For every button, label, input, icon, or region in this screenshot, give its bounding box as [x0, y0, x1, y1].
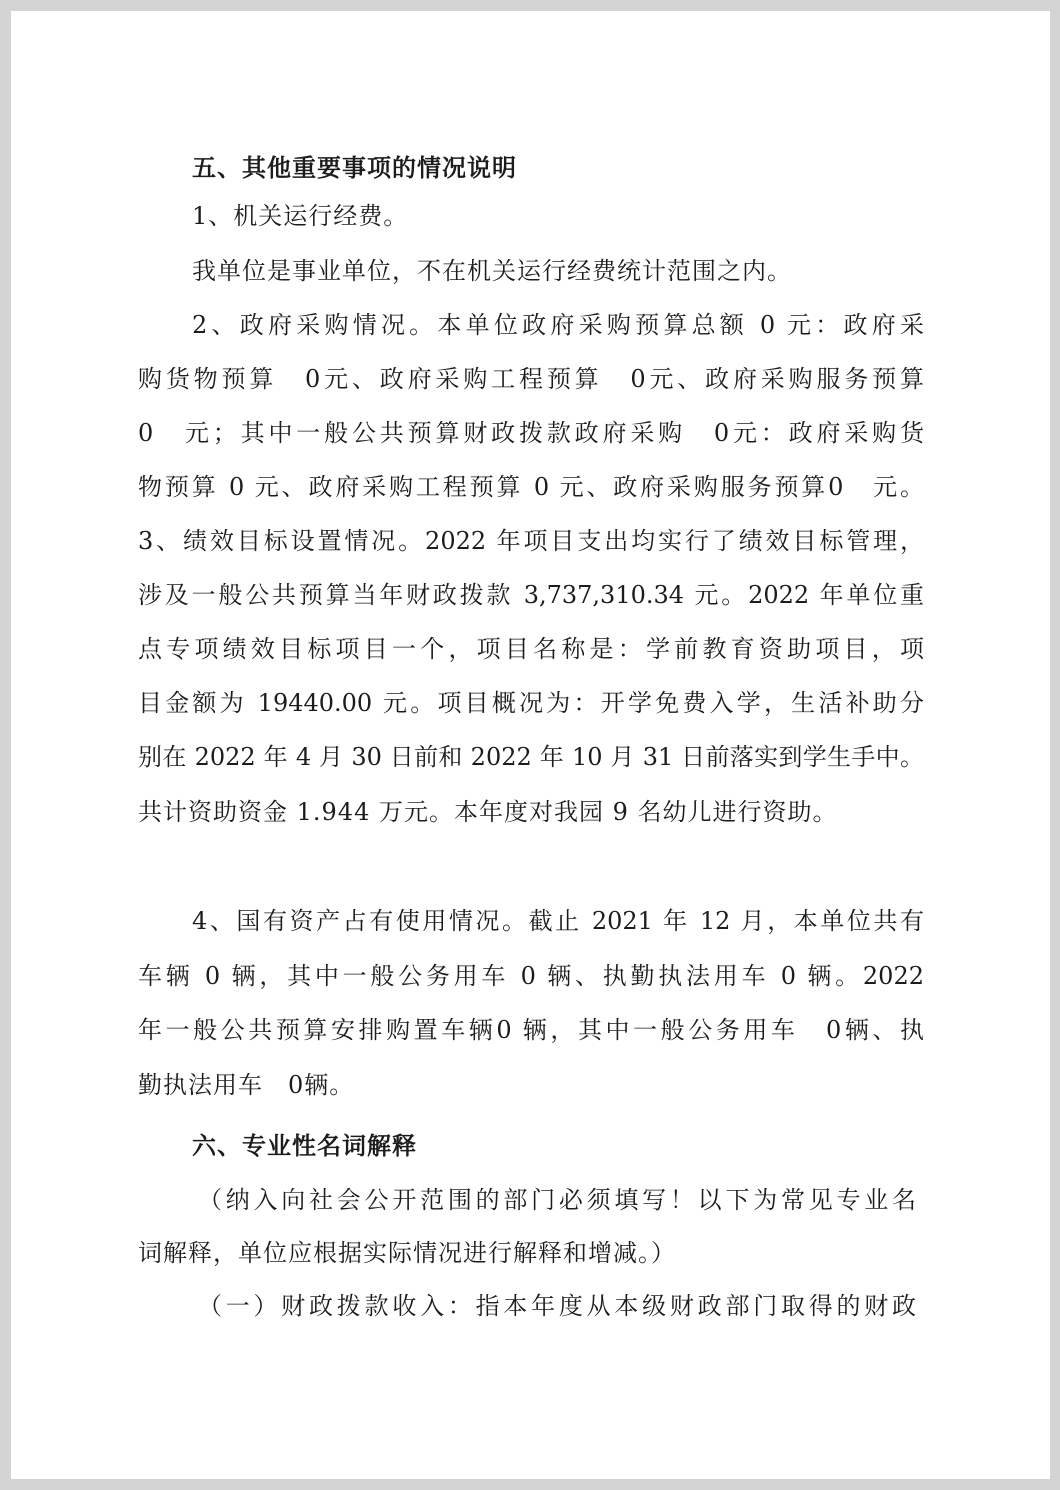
- item3-line: 共计资助资金 1.944 万元。本年度对我园 9 名幼儿进行资助。: [138, 798, 838, 826]
- section5-heading: 五、其他重要事项的情况说明: [192, 154, 517, 182]
- item1-title: 1、机关运行经费。: [192, 202, 409, 230]
- item2-line: 物预算 0 元、政府采购工程预算 0 元、政府采购服务预算0 元。: [138, 473, 924, 501]
- item2-line: 0 元；其中一般公共预算财政拨款政府采购 0元：政府采购货: [138, 419, 924, 447]
- note-line: 词解释，单位应根据实际情况进行解释和增减。）: [138, 1239, 676, 1267]
- item2-line: 购货物预算 0元、政府采购工程预算 0元、政府采购服务预算: [138, 365, 924, 393]
- item1-body: 我单位是事业单位，不在机关运行经费统计范围之内。: [192, 257, 792, 285]
- item4-line: 4、国有资产占有使用情况。截止 2021 年 12 月，本单位共有: [192, 907, 924, 935]
- item4-line: 车辆 0 辆，其中一般公务用车 0 辆、执勤执法用车 0 辆。2022: [138, 962, 924, 990]
- item3-line: 点专项绩效目标项目一个，项目名称是：学前教育资助项目，项: [138, 635, 924, 663]
- item3-line: 3、绩效目标设置情况。2022 年项目支出均实行了绩效目标管理，: [138, 527, 924, 555]
- term1-line: （一）财政拨款收入：指本年度从本级财政部门取得的财政: [198, 1292, 916, 1320]
- item4-line: 年一般公共预算安排购置车辆0 辆，其中一般公务用车 0辆、执: [138, 1016, 924, 1044]
- section6-heading: 六、专业性名词解释: [192, 1132, 417, 1160]
- note-line: （纳入向社会公开范围的部门必须填写！以下为常见专业名: [198, 1186, 916, 1214]
- item3-line: 别在 2022 年 4 月 30 日前和 2022 年 10 月 31 日前落实到学生手中。: [138, 743, 924, 771]
- item2-line: 2、政府采购情况。本单位政府采购预算总额 0 元：政府采: [192, 311, 924, 339]
- item4-line: 勤执法用车 0辆。: [138, 1071, 355, 1099]
- item3-line: 目金额为 19440.00 元。项目概况为：开学免费入学，生活补助分: [138, 689, 924, 717]
- item3-line: 涉及一般公共预算当年财政拨款 3,737,310.34 元。2022 年单位重: [138, 581, 924, 609]
